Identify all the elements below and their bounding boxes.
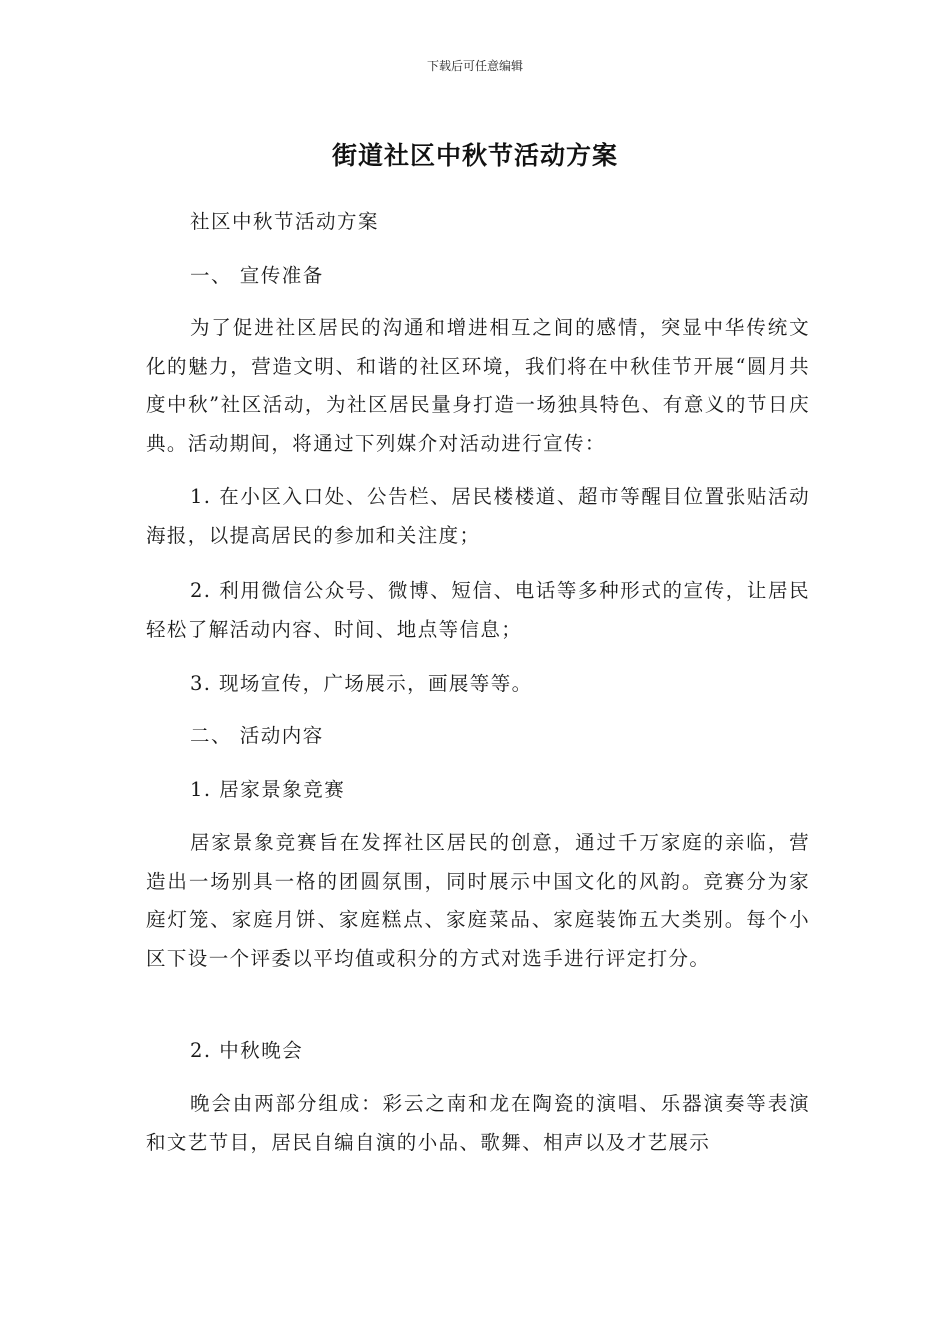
document-title: 街道社区中秋节活动方案 [331,141,618,170]
section1-item-3: 3. 现场宣传，广场展示，画展等等。 [190,672,533,695]
section2-sub1-heading: 1. 居家景象竞赛 [190,778,346,801]
section2-sub1-paragraph: 居家景象竞赛旨在发挥社区居民的创意，通过千万家庭的亲临，营造出一场别具一格的团圆氛围，同时展示中国文化的风韵。竞赛分为家庭灯笼、家庭月饼、家庭糕点、家庭菜品、家庭装饰五大类别。每个小区下设一个评委以平均值或积分的方式对选手进行评定打分。 [146,831,810,970]
section1-heading: 一、 宣传准备 [190,264,324,287]
section1-item-1: 1. 在小区入口处、公告栏、居民楼楼道、超市等醒目位置张贴活动海报，以提高居民的参加和关注度； [146,485,810,547]
section1-item-2: 2. 利用微信公众号、微博、短信、电话等多种形式的宣传，让居民轻松了解活动内容、时间、地点等信息； [146,579,810,641]
document-subtitle: 社区中秋节活动方案 [190,210,380,233]
section2-sub2-paragraph: 晚会由两部分组成：彩云之南和龙在陶瓷的演唱、乐器演奏等表演和文艺节目，居民自编自演的小品、歌舞、相声以及才艺展示 [146,1092,810,1154]
header-note: 下载后可任意编辑 [426,59,523,73]
section2-heading: 二、 活动内容 [190,724,324,747]
section1-intro-paragraph: 为了促进社区居民的沟通和增进相互之间的感情，突显中华传统文化的魅力，营造文明、和谐的社区环境，我们将在中秋佳节开展“圆月共度中秋”社区活动，为社区居民量身打造一场独具特色、有意义的节日庆典。活动期间，将通过下列媒介对活动进行宣传： [146,316,810,455]
section2-sub2-heading: 2. 中秋晚会 [190,1039,304,1062]
